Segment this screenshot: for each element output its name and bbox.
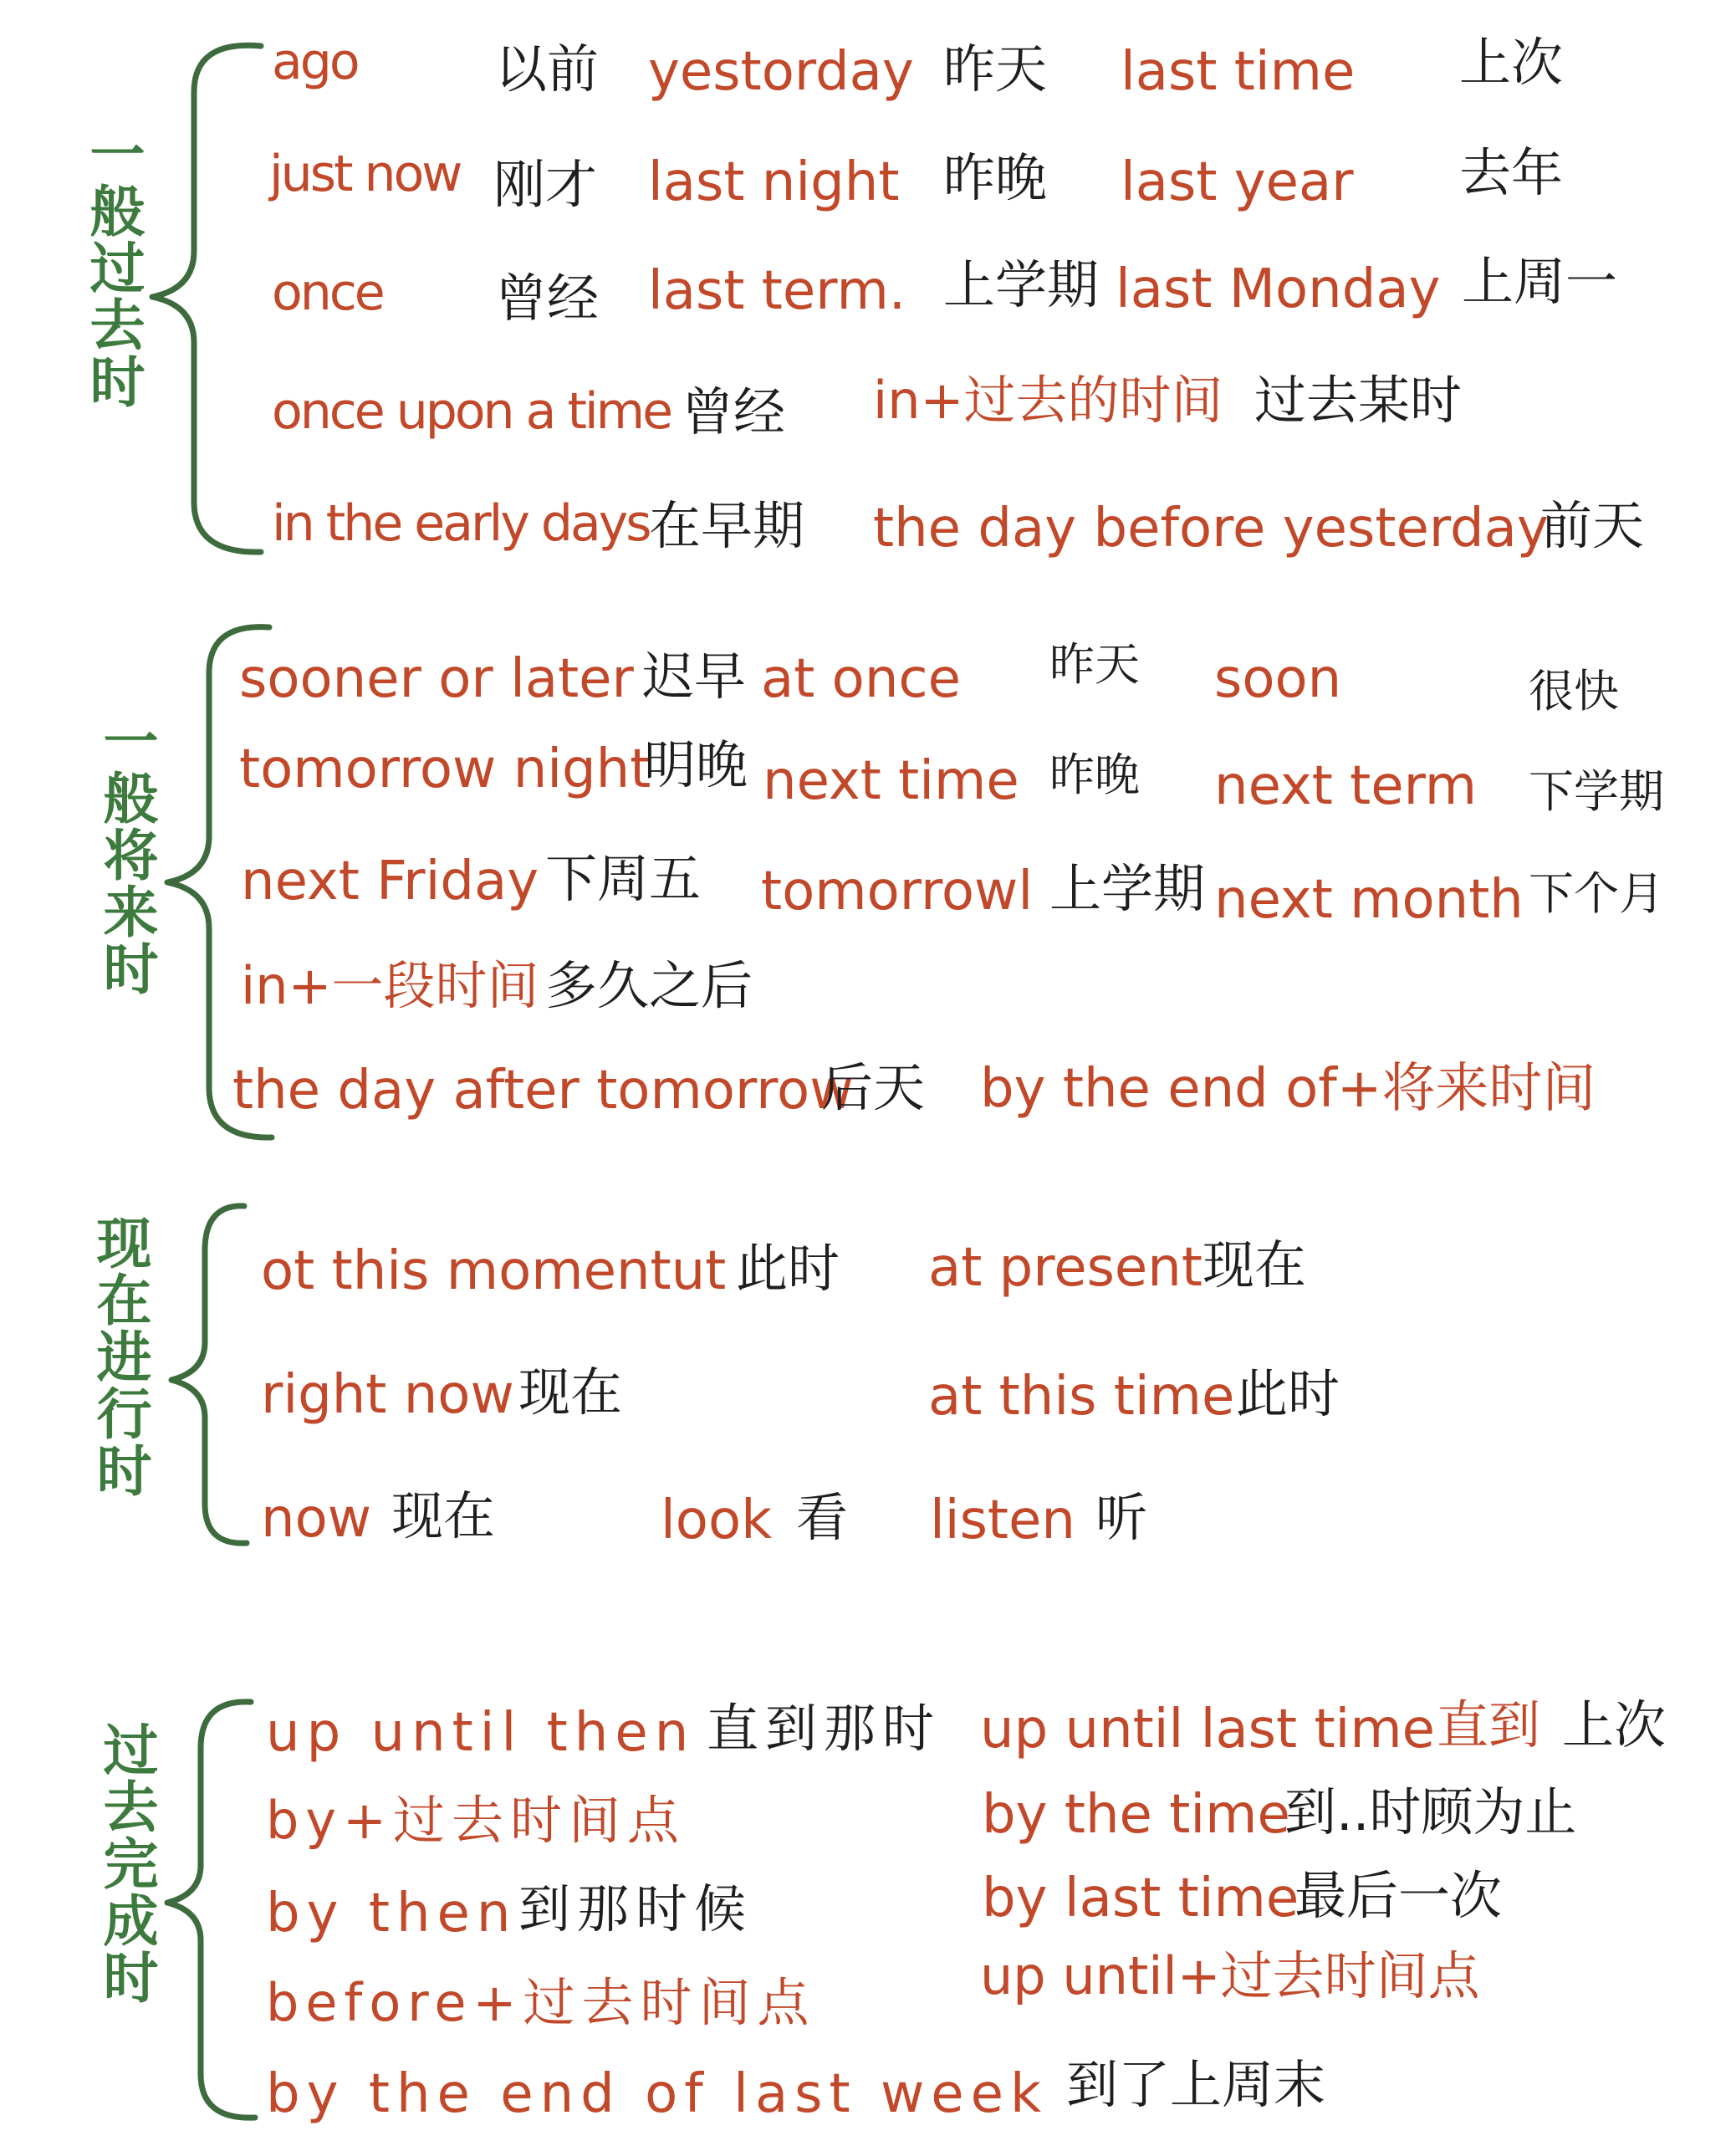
term-next-month: next month	[1214, 869, 1524, 931]
meaning-in-period: 多久之后	[545, 955, 753, 1016]
meaning-last-time: 上次	[1459, 32, 1564, 93]
meaning-in-the-early-days: 在早期	[649, 495, 805, 556]
meaning-up-until-last-time: 上次	[1562, 1694, 1667, 1755]
meaning-day-after-tomorrow: 后天	[821, 1057, 926, 1118]
meaning-at-present: 现在	[1202, 1234, 1307, 1295]
meaning-next-time: 昨晚	[1049, 749, 1140, 801]
meaning-right-now: 现在	[518, 1362, 623, 1423]
term-listen: listen	[930, 1490, 1075, 1551]
term-next-term: next term	[1214, 755, 1478, 817]
meaning-sooner-or-later: 迟早	[642, 646, 747, 707]
term-at-this-moment: ot this momentut	[261, 1240, 727, 1302]
term-tomorrow-night: tomorrow night	[239, 738, 651, 800]
meaning-at-this-moment: 此时	[736, 1238, 840, 1299]
term-in-the-early-days: in the early days	[272, 494, 650, 553]
term-last-monday: last Monday	[1116, 258, 1441, 320]
term-by-the-time: by the time	[982, 1784, 1290, 1846]
term-soon: soon	[1214, 648, 1342, 710]
term-tomorrow: tomorrowl	[761, 861, 1034, 922]
term-ago: ago	[272, 33, 358, 91]
term-in-period: in+一段时间	[241, 955, 539, 1016]
tense-label-present-continuous: 现在进行时	[87, 1214, 151, 1499]
term-once-upon-a-time: once upon a time	[272, 382, 671, 441]
meaning-now: 现在	[391, 1485, 496, 1546]
term-in-past-time: in+过去的时间	[873, 370, 1223, 431]
section-present-continuous	[0, 1171, 1736, 1589]
term-by-the-end-of-last-week: by the end of last week	[266, 2063, 1049, 2125]
term-just-now: just now	[269, 145, 461, 203]
term-last-term: last term.	[648, 260, 906, 322]
meaning-yesterday: 昨天	[943, 38, 1048, 100]
meaning-last-year: 去年	[1459, 142, 1564, 203]
term-once: once	[272, 263, 383, 322]
term-up-until-last-time: up until last time	[980, 1699, 1436, 1760]
meaning-in-past-time: 过去某时	[1254, 370, 1463, 431]
meaning-just-now: 刚才	[493, 154, 598, 215]
term-at-present: at present	[928, 1237, 1202, 1299]
term-by-then: by then	[266, 1883, 518, 1944]
section-past-perfect	[0, 1639, 1736, 2141]
meaning-by-then: 到那时候	[518, 1878, 753, 1939]
meaning-next-term: 下学期	[1529, 765, 1664, 818]
term-day-after-tomorrow: the day after tomorrow	[232, 1060, 854, 1122]
meaning-next-month: 下个月	[1529, 867, 1664, 920]
meaning-ago: 以前	[495, 38, 600, 100]
term-right-now: right now	[261, 1364, 514, 1426]
term-look: look	[661, 1490, 773, 1551]
meaning-by-the-end-of-last-week: 到了上周末	[1066, 2054, 1326, 2115]
tense-label-simple-past: 一般过去时	[80, 125, 145, 410]
meaning-up-until-then: 直到那时	[707, 1698, 942, 1759]
term-last-time: last time	[1121, 41, 1356, 103]
meaning-look: 看	[796, 1487, 849, 1548]
meaning-tomorrow: 上学期	[1049, 858, 1206, 919]
term-sooner-or-later: sooner or later	[239, 648, 634, 710]
meaning-up-until-last-time-red: 直到	[1437, 1694, 1541, 1755]
meaning-at-this-time: 此时	[1236, 1363, 1340, 1424]
meaning-once-upon-a-time: 曾经	[682, 381, 786, 442]
term-before-past-time-point: before+过去时间点	[266, 1972, 816, 2033]
meaning-next-friday: 下周五	[545, 848, 702, 909]
tense-label-simple-future: 一般将来时	[94, 713, 158, 997]
term-at-this-time: at this time	[928, 1366, 1235, 1428]
term-now: now	[261, 1488, 372, 1550]
meaning-by-the-time: 到..时顾为止	[1284, 1781, 1577, 1842]
section-simple-future	[0, 585, 1736, 1171]
term-by-past-time-point: by+过去时间点	[266, 1790, 686, 1851]
meaning-by-last-time: 最后一次	[1294, 1865, 1503, 1926]
meaning-tomorrow-night: 明晚	[644, 734, 748, 795]
tense-label-past-perfect: 过去完成时	[94, 1721, 158, 2006]
term-up-until-then: up until then	[266, 1702, 696, 1764]
meaning-last-monday: 上周一	[1462, 251, 1618, 312]
meaning-last-night: 昨晚	[943, 147, 1048, 208]
term-next-time: next time	[763, 750, 1019, 812]
term-yesterday: yestorday	[648, 41, 914, 103]
meaning-listen: 听	[1095, 1487, 1148, 1548]
meaning-day-before-yesterday: 前天	[1540, 495, 1645, 556]
term-last-night: last night	[648, 151, 900, 213]
term-at-once: at once	[761, 648, 961, 710]
term-up-until-past-time-point: up until+过去时间点	[980, 1945, 1480, 2006]
term-next-friday: next Friday	[241, 851, 539, 912]
meaning-once: 曾经	[495, 268, 600, 329]
term-by-the-end-of-future: by the end of+将来时间	[980, 1058, 1596, 1120]
meaning-last-term: 上学期	[943, 254, 1100, 315]
term-last-year: last year	[1121, 151, 1354, 213]
meaning-at-once: 昨天	[1049, 638, 1140, 691]
term-day-before-yesterday: the day before yesterday	[873, 498, 1549, 560]
meaning-soon: 很快	[1529, 665, 1619, 718]
term-by-last-time: by last time	[982, 1868, 1299, 1929]
section-simple-past	[0, 0, 1736, 585]
